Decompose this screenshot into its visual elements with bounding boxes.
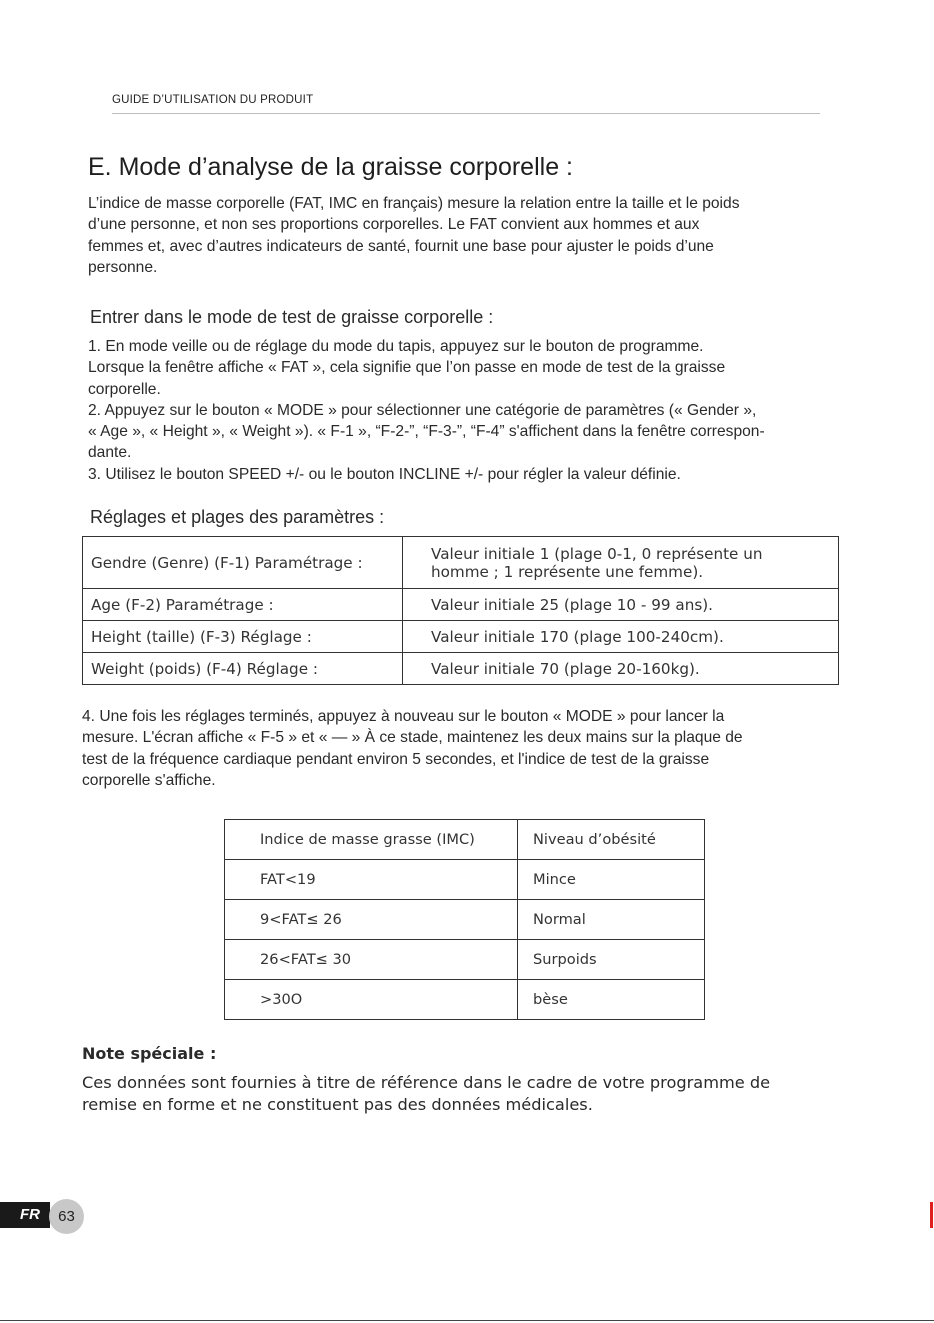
table-header-row (225, 820, 705, 860)
param-cell: Weight (poids) (F-4) Réglage : (83, 653, 403, 685)
table-row (83, 653, 839, 685)
step4-line: corporelle s'affiche. (82, 771, 216, 789)
value-line: Valeur initiale 1 (plage 0-1, 0 représente un (431, 544, 763, 563)
page-number: 63 (49, 1199, 84, 1234)
table-row (83, 589, 839, 621)
param-cell: Age (F-2) Paramétrage : (83, 589, 403, 621)
step-line: 1. En mode veille ou de réglage du mode du tapis, appuyez sur le bouton de programme. (88, 338, 704, 355)
step-line: 3. Utilisez le bouton SPEED +/- ou le bouton INCLINE +/- pour régler la valeur définie. (88, 465, 681, 483)
fat-range-cell: >30O (225, 980, 518, 1020)
table-row (225, 940, 705, 980)
header-divider (112, 113, 820, 114)
fat-range-cell: 26<FAT≤ 30 (225, 940, 518, 980)
step-line: 2. Appuyez sur le bouton « MODE » pour sélectionner une catégorie de paramètres (« Gender », (88, 401, 757, 419)
step4-line: test de la fréquence cardiaque pendant environ 5 secondes, et l'indice de test de la graisse (82, 750, 710, 768)
section-title: E. Mode d’analyse de la graisse corporelle : (88, 153, 573, 181)
value-cell (403, 537, 839, 589)
obesity-level-cell: Surpoids (518, 940, 705, 980)
page-edge-tab (930, 1202, 933, 1228)
enter-mode-heading: Entrer dans le mode de test de graisse corporelle : (90, 307, 494, 327)
value-line: homme ; 1 représente une femme). (431, 562, 704, 581)
fat-range-cell: 9<FAT≤ 26 (225, 900, 518, 940)
language-badge: FR (0, 1202, 50, 1228)
settings-table (82, 536, 839, 685)
step4-line: 4. Une fois les réglages terminés, appuyez à nouveau sur le bouton « MODE » pour lancer la (82, 708, 725, 725)
param-cell: Gendre (Genre) (F-1) Paramétrage : (83, 537, 403, 589)
intro-line: personne. (88, 258, 158, 276)
running-header: GUIDE D’UTILISATION DU PRODUIT (112, 94, 314, 106)
settings-heading: Réglages et plages des paramètres : (90, 507, 385, 527)
step-line: dante. (88, 444, 132, 462)
obesity-level-cell: bèse (518, 980, 705, 1020)
param-cell: Height (taille) (F-3) Réglage : (83, 621, 403, 653)
value-cell: Valeur initiale 70 (plage 20-160kg). (403, 653, 839, 685)
table-row (225, 860, 705, 900)
step4-paragraph (82, 706, 832, 791)
note-paragraph (82, 1072, 842, 1116)
obesity-level-cell: Normal (518, 900, 705, 940)
step-line: corporelle. (88, 380, 161, 398)
intro-line: d’une personne, et non ses proportions corporelles. Le FAT convient aux hommes et aux (88, 216, 700, 234)
step-line: « Age », « Height », « Weight »). « F-1 », “F-2-”, “F-3-”, “F-4” s'affichent dans la fenêtre correspon- (88, 423, 765, 441)
obesity-level-cell: Mince (518, 860, 705, 900)
table-row (225, 980, 705, 1020)
step-line: Lorsque la fenêtre affiche « FAT », cela signifie que l’on passe en mode de test de la graisse (88, 359, 726, 377)
step4-line: mesure. L'écran affiche « F-5 » et « — » À ce stade, maintenez les deux mains sur la plaque de (82, 729, 743, 747)
intro-line: L’indice de masse corporelle (FAT, IMC en français) mesure la relation entre la taille et le poids (88, 195, 740, 212)
note-line: remise en forme et ne constituent pas des données médicales. (82, 1095, 593, 1114)
fat-level-table (224, 819, 705, 1020)
note-line: Ces données sont fournies à titre de référence dans le cadre de votre programme de (82, 1073, 771, 1092)
table-row (83, 621, 839, 653)
table-row (225, 900, 705, 940)
enter-mode-steps (88, 336, 838, 485)
column-header: Niveau d’obésité (518, 820, 705, 860)
fat-range-cell: FAT<19 (225, 860, 518, 900)
table-row (83, 537, 839, 589)
intro-line: femmes et, avec d’autres indicateurs de santé, fournit une base pour ajuster le poids d’une (88, 237, 714, 255)
intro-paragraph (88, 193, 838, 278)
bottom-divider (0, 1320, 934, 1321)
note-heading: Note spéciale : (82, 1044, 217, 1063)
value-cell: Valeur initiale 25 (plage 10 - 99 ans). (403, 589, 839, 621)
column-header: Indice de masse grasse (IMC) (225, 820, 518, 860)
value-cell: Valeur initiale 170 (plage 100-240cm). (403, 621, 839, 653)
